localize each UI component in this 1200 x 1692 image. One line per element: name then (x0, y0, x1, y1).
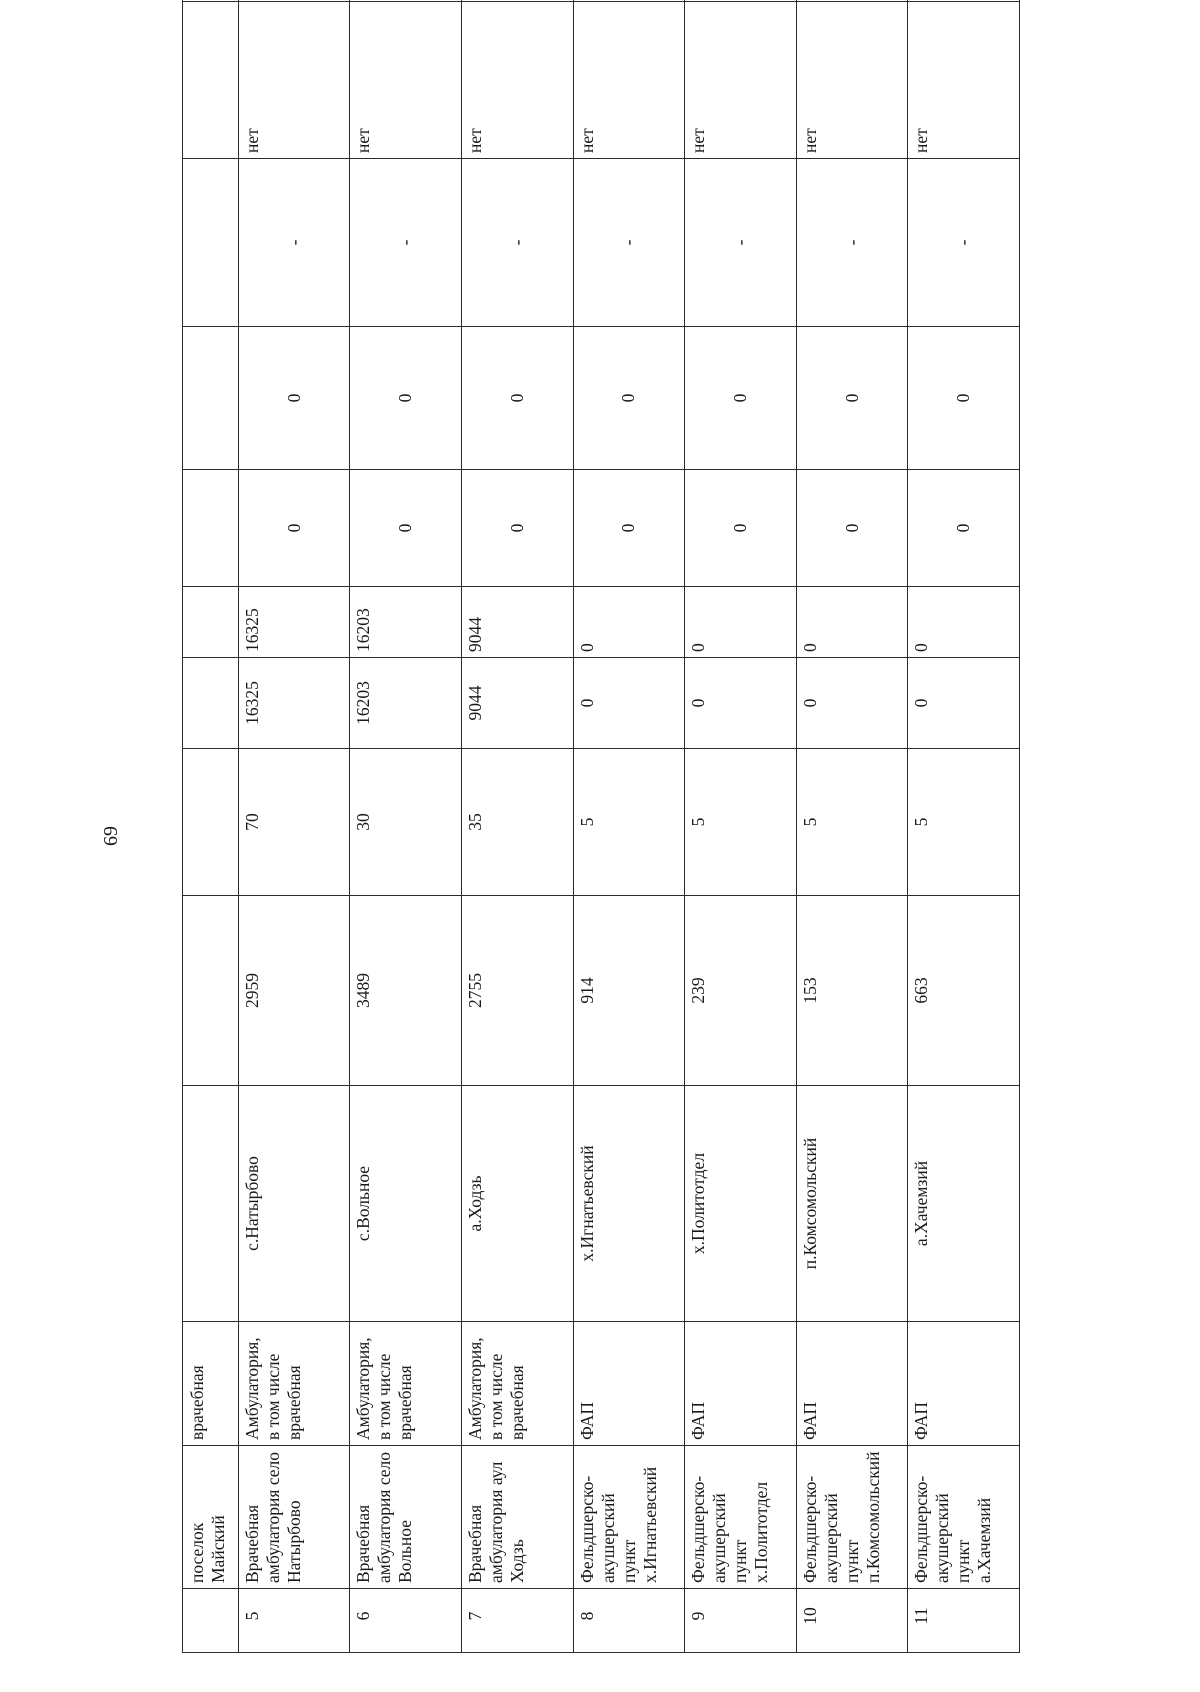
cell-value-e: - (238, 159, 350, 327)
cell-note (461, 0, 573, 2)
table-row (908, 0, 1020, 1653)
cell-value-c: 0 (573, 470, 685, 587)
cell-flag: нет (908, 2, 1020, 159)
cell-facility-name: Фельдшерско-акушерский пункт х.Игнатьевский (573, 1446, 685, 1589)
table-cell (183, 470, 239, 587)
cell-note (685, 0, 797, 2)
cell-flag: нет (238, 2, 350, 159)
cell-capacity: 35 (461, 749, 573, 896)
cell-value-d: 0 (908, 327, 1020, 470)
table-row (796, 0, 908, 1653)
table-row (461, 0, 573, 1653)
cell-facility-type: ФАП (573, 1322, 685, 1446)
cell-note (238, 0, 350, 2)
page-number: 69 (100, 826, 122, 846)
cell-value-b: 0 (796, 587, 908, 658)
cell-facility-name: Фельдшерско-акушерский пункт п.Комсомольский (796, 1446, 908, 1589)
cell-facility-type: Амбулатория, в том числе врачебная (350, 1322, 462, 1446)
cell-flag: нет (461, 2, 573, 159)
cell-row-number: 6 (350, 1589, 462, 1653)
cell-facility-name: Врачебная амбулатория аул Ходзь (461, 1446, 573, 1589)
cell-settlement: с.Натырбово (238, 1086, 350, 1322)
cell-facility-type: ФАП (908, 1322, 1020, 1446)
cell-value-b: 16325 (238, 587, 350, 658)
cell-capacity: 5 (685, 749, 797, 896)
table-continuation-row (183, 0, 239, 1653)
cell-value-b: 0 (685, 587, 797, 658)
table-row (685, 0, 797, 1653)
cell-flag: нет (350, 2, 462, 159)
cell-settlement: а.Ходзь (461, 1086, 573, 1322)
cell-note (573, 0, 685, 2)
cell-value-e: - (796, 159, 908, 327)
cell-value-d: 0 (238, 327, 350, 470)
cell-value-c: 0 (908, 470, 1020, 587)
table-cell (183, 896, 239, 1086)
table-cell (183, 587, 239, 658)
cell-value-a: 16325 (238, 658, 350, 749)
cell-value-a: 0 (908, 658, 1020, 749)
table-row (573, 0, 685, 1653)
table-cell (183, 0, 239, 2)
cell-population: 239 (685, 896, 797, 1086)
cell-capacity: 70 (238, 749, 350, 896)
cell-note (796, 0, 908, 2)
cell-row-number: 7 (461, 1589, 573, 1653)
cell-value-e: - (908, 159, 1020, 327)
cell-value-a: 9044 (461, 658, 573, 749)
cell-value-a: 0 (573, 658, 685, 749)
cell-value-d: 0 (461, 327, 573, 470)
cell-row-number: 9 (685, 1589, 797, 1653)
table-row (238, 0, 350, 1653)
cell-value-c: 0 (796, 470, 908, 587)
cell-value-b: 0 (573, 587, 685, 658)
cell-value-e: - (573, 159, 685, 327)
table-cell (183, 749, 239, 896)
cell-value-b: 9044 (461, 587, 573, 658)
cell-value-b: 16203 (350, 587, 462, 658)
cell-flag: нет (573, 2, 685, 159)
table-cell (183, 159, 239, 327)
cell-row-number: 8 (573, 1589, 685, 1653)
cell-value-c: 0 (685, 470, 797, 587)
table-cell (183, 2, 239, 159)
cell-population: 914 (573, 896, 685, 1086)
cell-row-number: 11 (908, 1589, 1020, 1653)
cell-value-b: 0 (908, 587, 1020, 658)
cell-value-c: 0 (461, 470, 573, 587)
table-row (350, 0, 462, 1653)
cell-facility-name: Врачебная амбулатория село Натырбово (238, 1446, 350, 1589)
cell-value-d: 0 (350, 327, 462, 470)
cell-capacity: 5 (908, 749, 1020, 896)
cell-value-a: 0 (796, 658, 908, 749)
cell-value-d: 0 (685, 327, 797, 470)
cell-facility-name: Врачебная амбулатория село Вольное (350, 1446, 462, 1589)
cell-population: 2755 (461, 896, 573, 1086)
cell-row-number: 10 (796, 1589, 908, 1653)
cell-value-e: - (350, 159, 462, 327)
cell-population: 2959 (238, 896, 350, 1086)
cell-value-c: 0 (238, 470, 350, 587)
cell-flag: нет (685, 2, 797, 159)
cell-facility-type: Амбулатория, в том числе врачебная (238, 1322, 350, 1446)
cell-facility-type: ФАП (685, 1322, 797, 1446)
cell-facility-type: Амбулатория, в том числе врачебная (461, 1322, 573, 1446)
table-body (238, 0, 1019, 1653)
cell-value-d: 0 (573, 327, 685, 470)
table-cell (183, 658, 239, 749)
rotated-page (182, 128, 1020, 1653)
cell-population: 153 (796, 896, 908, 1086)
cell-facility-name: Фельдшерско-акушерский пункт а.Хачемзий (908, 1446, 1020, 1589)
cell-note (350, 0, 462, 2)
cell-value-e: - (685, 159, 797, 327)
cell-capacity: 30 (350, 749, 462, 896)
cell-value-c: 0 (350, 470, 462, 587)
cell-capacity: 5 (796, 749, 908, 896)
cell-value-a: 16203 (350, 658, 462, 749)
table-cell (183, 1086, 239, 1322)
cell-note (908, 0, 1020, 2)
facilities-table (182, 0, 1020, 1653)
cell-facility-type: ФАП (796, 1322, 908, 1446)
cell-population: 3489 (350, 896, 462, 1086)
cell-settlement: х.Игнатьевский (573, 1086, 685, 1322)
cell-value-e: - (461, 159, 573, 327)
cell-flag: нет (796, 2, 908, 159)
cell-settlement: п.Комсомольский (796, 1086, 908, 1322)
cell-population: 663 (908, 896, 1020, 1086)
cell-value-a: 0 (685, 658, 797, 749)
cell-capacity: 5 (573, 749, 685, 896)
table-cell (183, 327, 239, 470)
cell-value-d: 0 (796, 327, 908, 470)
cell-settlement: х.Политотдел (685, 1086, 797, 1322)
table-cell (183, 1589, 239, 1653)
cell-facility-name: Фельдшерско-акушерский пункт х.Политотдел (685, 1446, 797, 1589)
cell-settlement: а.Хачемзий (908, 1086, 1020, 1322)
table-cell-type-tail: врачебная (183, 1322, 239, 1446)
cell-row-number: 5 (238, 1589, 350, 1653)
table-cell-name-tail: поселок Майский (183, 1446, 239, 1589)
cell-settlement: с.Вольное (350, 1086, 462, 1322)
